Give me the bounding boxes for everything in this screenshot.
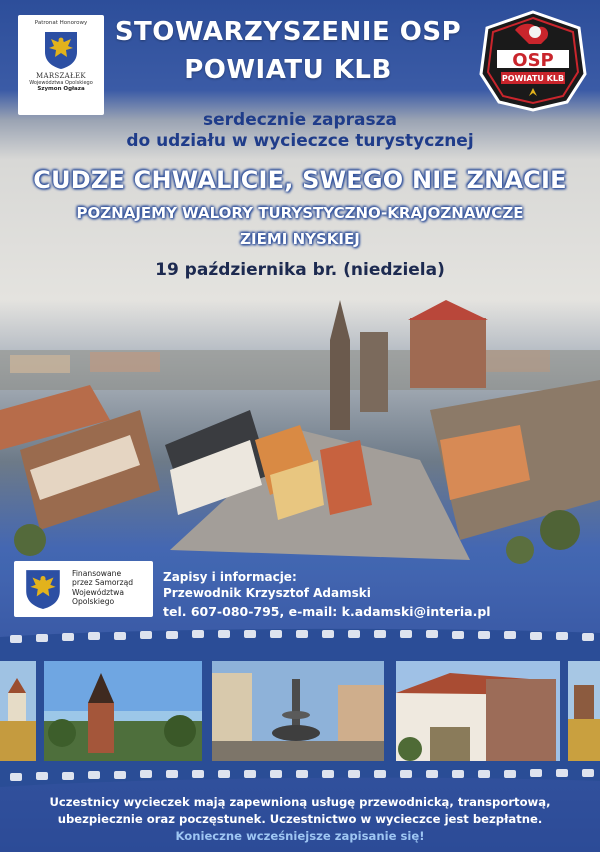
trip-subtitle-line2: ZIEMI NYSKIEJ xyxy=(240,230,360,248)
funding-line4: Opolskiego xyxy=(72,597,115,607)
patronage-region: Województwa Opolskiego xyxy=(29,80,93,86)
funding-text xyxy=(72,569,133,607)
film-photo-hill-chapel xyxy=(0,661,36,761)
signup-reminder: Konieczne wcześniejsze zapisanie się! xyxy=(175,829,425,843)
patronage-person: Szymon Ogłaza xyxy=(37,86,85,92)
funding-badge xyxy=(14,561,153,617)
film-photo-field xyxy=(568,661,600,761)
trip-title: CUDZE CHWALICIE, SWEGO NIE ZNACIE xyxy=(33,166,567,194)
organization-name-line1: STOWARZYSZENIE OSP xyxy=(114,17,462,47)
trip-date: 19 października br. (niedziela) xyxy=(155,260,445,280)
contact-heading: Zapisy i informacje: xyxy=(163,570,297,584)
film-photo-castle xyxy=(396,661,560,761)
patronage-title: MARSZAŁEK xyxy=(36,72,86,80)
contact-details: tel. 607-080-795, e-mail: k.adamski@interia.pl xyxy=(163,604,491,619)
osp-klb-logo xyxy=(477,10,589,112)
patronage-caption: Patronat Honorowy xyxy=(34,20,88,26)
aerial-city-photo xyxy=(0,300,600,570)
invitation-line1: serdecznie zaprasza xyxy=(203,110,397,130)
film-photo-fountain-square xyxy=(212,661,384,761)
honorary-patronage-badge xyxy=(18,15,104,115)
osp-logo-text: OSP xyxy=(512,50,554,71)
film-photo-lake-church xyxy=(44,661,202,761)
organization-name-line2: POWIATU KLB xyxy=(184,55,392,85)
info-note-line1: Uczestnicy wycieczek mają zapewnioną usługę przewodnicką, transportową, xyxy=(49,795,551,809)
info-note-line2: ubezpiecznie oraz poczęstunek. Uczestnictwo w wycieczce jest bezpłatne. xyxy=(57,812,543,826)
funding-line3: Województwa xyxy=(72,587,124,597)
opole-eagle-coat-of-arms-icon xyxy=(22,568,64,610)
photo-film-strip xyxy=(0,623,600,791)
contact-guide: Przewodnik Krzysztof Adamski xyxy=(163,586,371,600)
funding-line2: przez Samorząd xyxy=(72,578,134,588)
opole-eagle-coat-of-arms-icon xyxy=(43,30,79,70)
invitation-line2: do udziału w wycieczce turystycznej xyxy=(126,131,474,151)
funding-line1: Finansowane xyxy=(72,569,122,578)
osp-logo-subtext: POWIATU KLB xyxy=(501,74,565,83)
trip-subtitle-line1: POZNAJEMY WALORY TURYSTYCZNO-KRAJOZNAWCZE xyxy=(76,204,524,222)
